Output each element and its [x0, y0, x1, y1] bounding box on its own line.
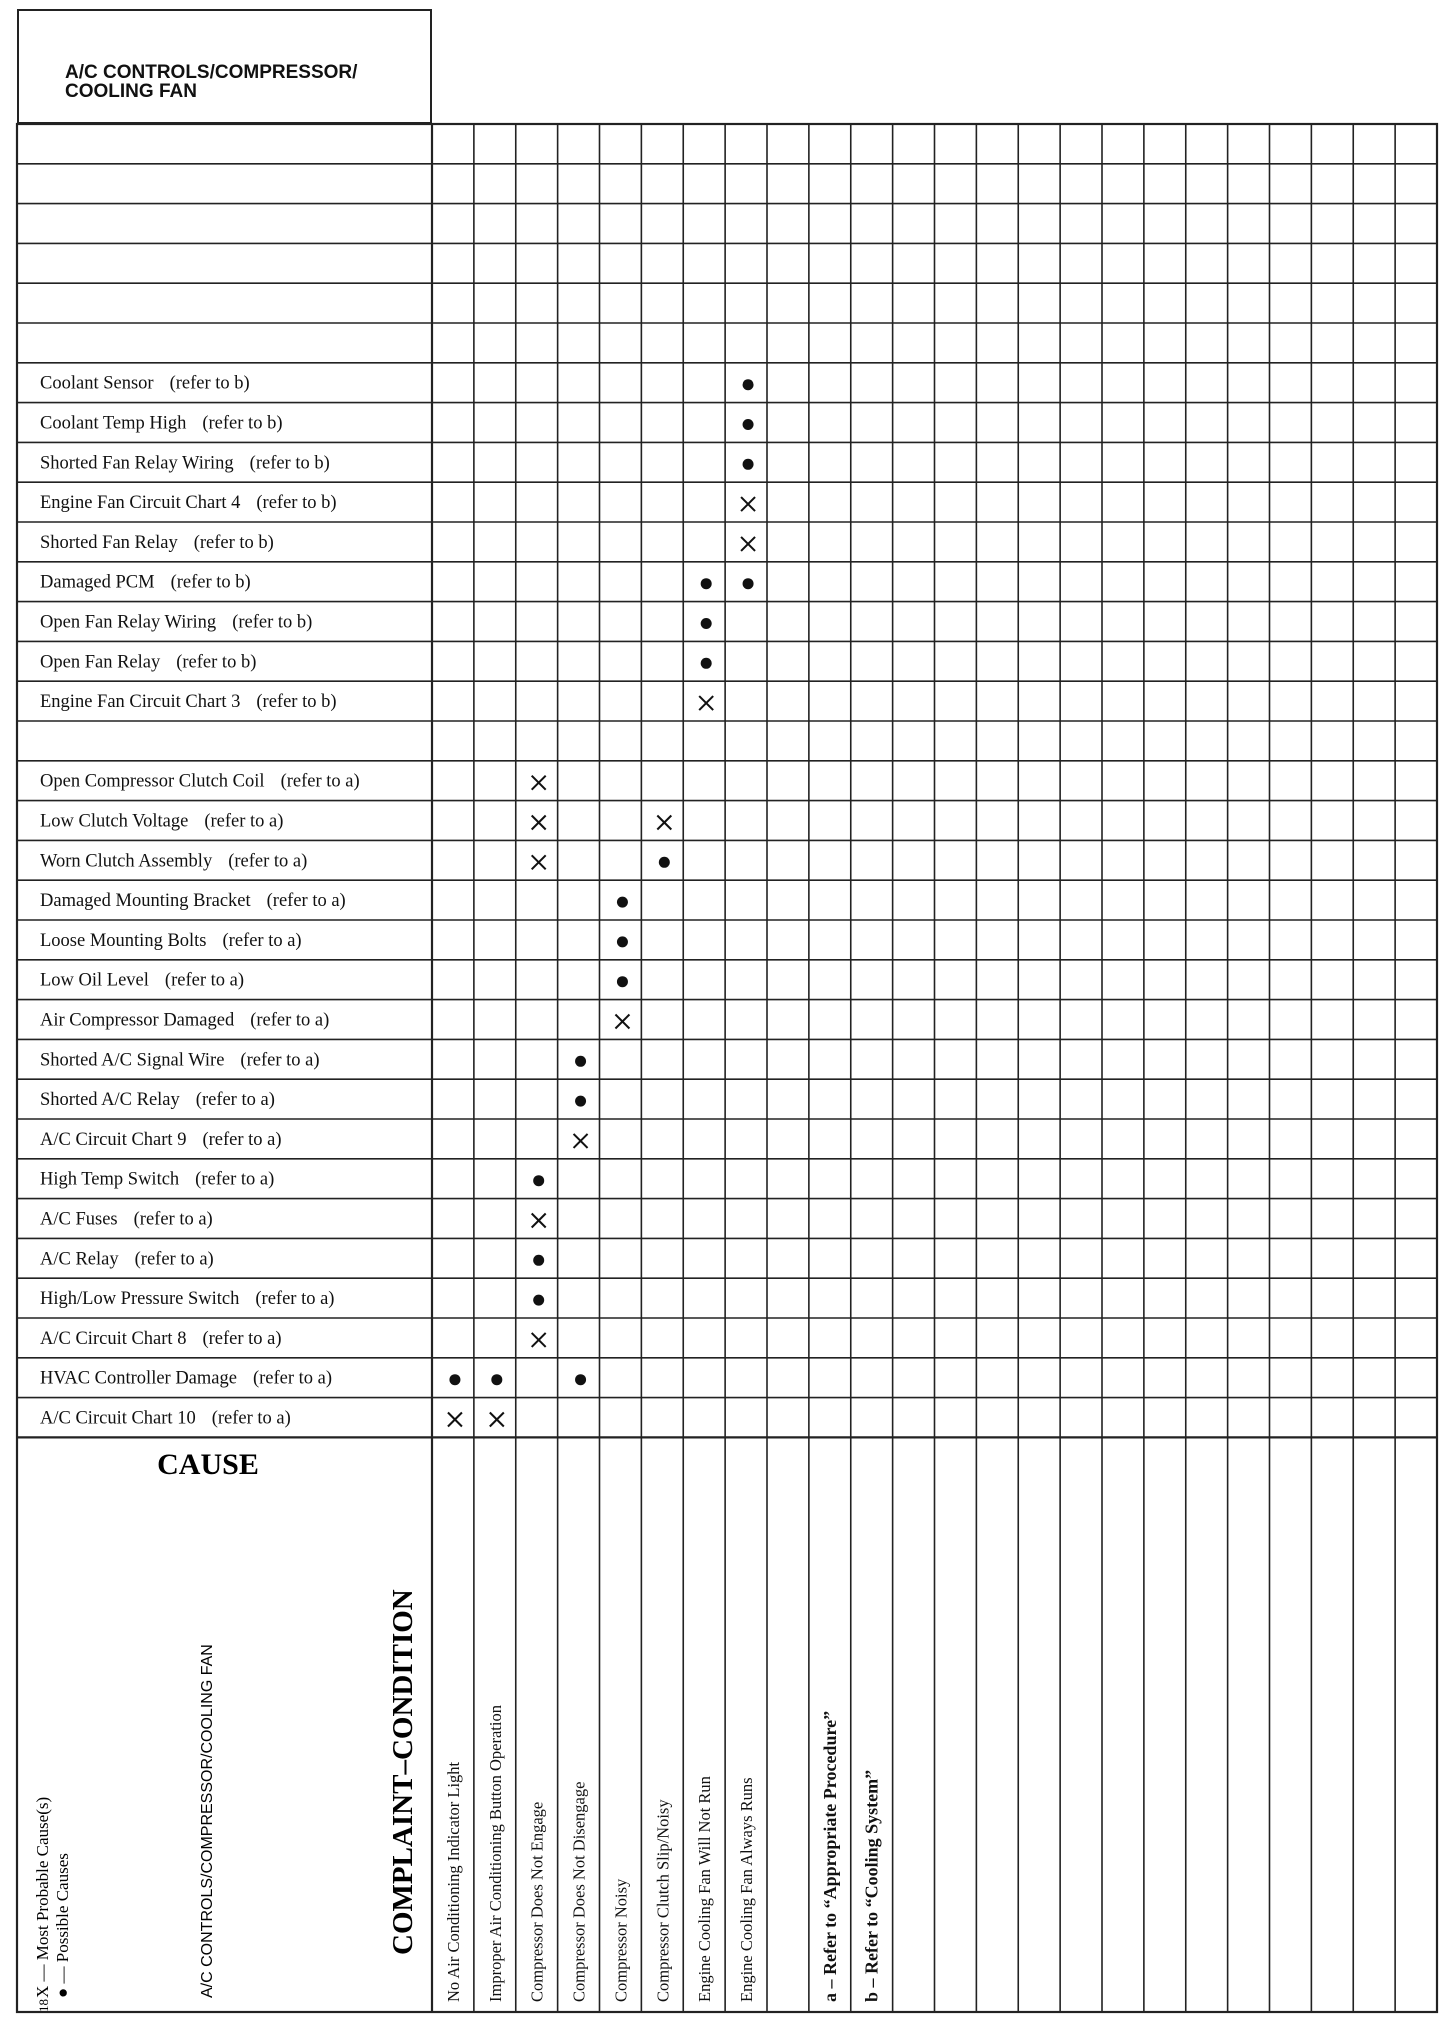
cause-label: Damaged Mounting Bracket	[40, 891, 251, 912]
cause-reference: (refer to a)	[195, 1090, 275, 1111]
cause-label: Engine Fan Circuit Chart 3	[40, 692, 241, 713]
table-row	[40, 931, 302, 951]
possible-cause-dot	[617, 976, 628, 987]
cause-label: Damaged PCM	[40, 572, 155, 593]
cause-reference: (refer to b)	[202, 413, 283, 434]
possible-cause-dot	[533, 1175, 544, 1186]
page-number: 18	[36, 1999, 51, 2012]
possible-cause-dot	[701, 578, 712, 589]
cause-label: A/C Circuit Chart 10	[40, 1408, 196, 1429]
complaint-column-header: a – Refer to “Appropriate Procedure”	[819, 1710, 840, 2002]
cause-label: Low Clutch Voltage	[40, 811, 189, 832]
complaint-column-header: Engine Cooling Fan Always Runs	[737, 1777, 757, 2002]
cause-reference: (refer to b)	[249, 453, 330, 474]
most-probable-x	[615, 1015, 629, 1029]
cause-reference: (refer to a)	[280, 771, 360, 792]
most-probable-x	[741, 537, 755, 551]
page-title: A/C CONTROLS/COMPRESSOR/ COOLING FAN	[65, 62, 358, 102]
table-border	[17, 124, 1437, 2012]
table-row	[40, 851, 307, 871]
table-row	[40, 1329, 282, 1349]
possible-cause-dot	[617, 936, 628, 947]
table-row	[40, 891, 346, 911]
cause-label: Air Compressor Damaged	[40, 1010, 235, 1031]
cause-label: HVAC Controller Damage	[40, 1368, 237, 1389]
complaint-column-header: Improper Air Conditioning Button Operation	[485, 1705, 505, 2002]
cause-reference: (refer to b)	[193, 532, 274, 553]
cause-reference: (refer to a)	[240, 1050, 320, 1071]
table-row	[40, 971, 244, 991]
table-row	[40, 1289, 334, 1309]
possible-cause-dot	[743, 578, 754, 589]
cause-reference: (refer to b)	[169, 373, 250, 394]
most-probable-x	[532, 1214, 546, 1228]
possible-cause-dot	[533, 1255, 544, 1266]
most-probable-x	[574, 1134, 588, 1148]
table-row	[40, 812, 283, 832]
complaint-condition-heading: COMPLAINT–CONDITION	[387, 1589, 419, 1955]
cause-label: Shorted A/C Signal Wire	[40, 1050, 225, 1071]
most-probable-x	[699, 696, 713, 710]
most-probable-x	[532, 816, 546, 830]
cause-label: High Temp Switch	[40, 1169, 180, 1190]
complaint-column-header: Compressor Noisy	[611, 1878, 631, 2002]
cause-label: Coolant Temp High	[40, 413, 187, 434]
table-row	[40, 1249, 214, 1269]
cause-label: Worn Clutch Assembly	[40, 851, 213, 872]
possible-cause-dot	[701, 618, 712, 629]
possible-cause-dot	[491, 1374, 502, 1385]
cause-label: A/C Relay	[40, 1249, 119, 1270]
most-probable-x	[490, 1413, 504, 1427]
possible-cause-dot	[743, 419, 754, 430]
cause-reference: (refer to a)	[134, 1249, 214, 1270]
most-probable-x	[532, 776, 546, 790]
table-row	[40, 414, 282, 434]
cause-label: Engine Fan Circuit Chart 4	[40, 493, 241, 514]
most-probable-x	[448, 1413, 462, 1427]
cause-reference: (refer to a)	[266, 891, 346, 912]
cause-label: Shorted A/C Relay	[40, 1090, 180, 1111]
table-row	[40, 692, 337, 712]
possible-cause-dot	[575, 1374, 586, 1385]
complaint-column-header: b – Refer to “Cooling System”	[861, 1769, 882, 2002]
cause-label: Shorted Fan Relay	[40, 532, 178, 553]
possible-cause-dot	[743, 459, 754, 470]
most-probable-x	[741, 497, 755, 511]
cause-reference: (refer to a)	[195, 1169, 275, 1190]
possible-cause-dot	[575, 1096, 586, 1107]
section-name-vertical: A/C CONTROLS/COMPRESSOR/COOLING FAN	[199, 1644, 216, 1998]
cause-reference: (refer to b)	[232, 612, 313, 633]
legend-possible: ● — Possible Causes	[53, 1853, 72, 1998]
table-row	[40, 1369, 332, 1389]
table-row	[40, 453, 330, 473]
cause-reference: (refer to b)	[170, 572, 251, 593]
cause-label: High/Low Pressure Switch	[40, 1289, 240, 1310]
cause-reference: (refer to a)	[211, 1408, 291, 1429]
most-probable-x	[532, 1333, 546, 1347]
cause-label: A/C Circuit Chart 9	[40, 1129, 187, 1150]
cause-reference: (refer to a)	[250, 1010, 330, 1031]
table-row	[40, 1170, 274, 1190]
complaint-column-header: Compressor Does Not Disengage	[569, 1781, 589, 2002]
cause-label: A/C Circuit Chart 8	[40, 1328, 187, 1349]
cause-label: Shorted Fan Relay Wiring	[40, 453, 234, 474]
table-row	[40, 1130, 282, 1150]
cause-reference: (refer to a)	[164, 970, 244, 991]
possible-cause-dot	[533, 1295, 544, 1306]
cause-reference: (refer to a)	[255, 1289, 335, 1310]
cause-reference: (refer to a)	[222, 930, 302, 951]
cause-reference: (refer to a)	[228, 851, 308, 872]
cause-label: Open Fan Relay	[40, 652, 161, 673]
matrix-marks	[448, 379, 755, 1426]
possible-cause-dot	[617, 897, 628, 908]
table-row	[40, 1011, 329, 1031]
cause-label: A/C Fuses	[40, 1209, 118, 1230]
cause-label: Open Compressor Clutch Coil	[40, 771, 265, 792]
cause-label: Coolant Sensor	[40, 373, 154, 394]
complaint-columns	[444, 1705, 882, 2002]
cause-reference: (refer to a)	[204, 811, 284, 832]
most-probable-x	[657, 816, 671, 830]
cause-reference: (refer to a)	[133, 1209, 213, 1230]
cause-reference: (refer to b)	[256, 493, 337, 514]
cause-label: Open Fan Relay Wiring	[40, 612, 217, 633]
cause-heading: CAUSE	[157, 1448, 259, 1481]
footer-panel	[33, 1448, 419, 2012]
cause-reference: (refer to b)	[256, 692, 337, 713]
possible-cause-dot	[659, 857, 670, 868]
table-row	[40, 374, 250, 394]
legend-most-probable: X — Most Probable Cause(s)	[33, 1796, 52, 1998]
complaint-column-header: Compressor Clutch Slip/Noisy	[653, 1799, 673, 2002]
table-row	[40, 772, 360, 792]
cause-reference: (refer to a)	[202, 1328, 282, 1349]
possible-cause-dot	[743, 379, 754, 390]
complaint-column-header: Compressor Does Not Engage	[527, 1801, 547, 2002]
table-row	[40, 1210, 213, 1230]
table-row	[40, 1409, 291, 1429]
table-row	[40, 573, 251, 593]
most-probable-x	[532, 855, 546, 869]
matrix-grid-lines	[17, 124, 1437, 2012]
table-row	[40, 613, 312, 633]
table-row	[40, 652, 256, 672]
table-row	[40, 1090, 275, 1110]
possible-cause-dot	[575, 1056, 586, 1067]
table-row	[40, 1050, 320, 1070]
complaint-column-header: No Air Conditioning Indicator Light	[443, 1761, 463, 2002]
cause-reference: (refer to b)	[176, 652, 257, 673]
possible-cause-dot	[449, 1374, 460, 1385]
table-row	[40, 493, 337, 513]
cause-reference: (refer to a)	[252, 1368, 333, 1389]
cause-label: Loose Mounting Bolts	[40, 930, 207, 951]
cause-label: Low Oil Level	[40, 970, 149, 991]
cause-rows	[40, 374, 360, 1429]
complaint-column-header: Engine Cooling Fan Will Not Run	[695, 1776, 715, 2002]
table-row	[40, 533, 274, 553]
possible-cause-dot	[701, 658, 712, 669]
cause-reference: (refer to a)	[202, 1129, 282, 1150]
